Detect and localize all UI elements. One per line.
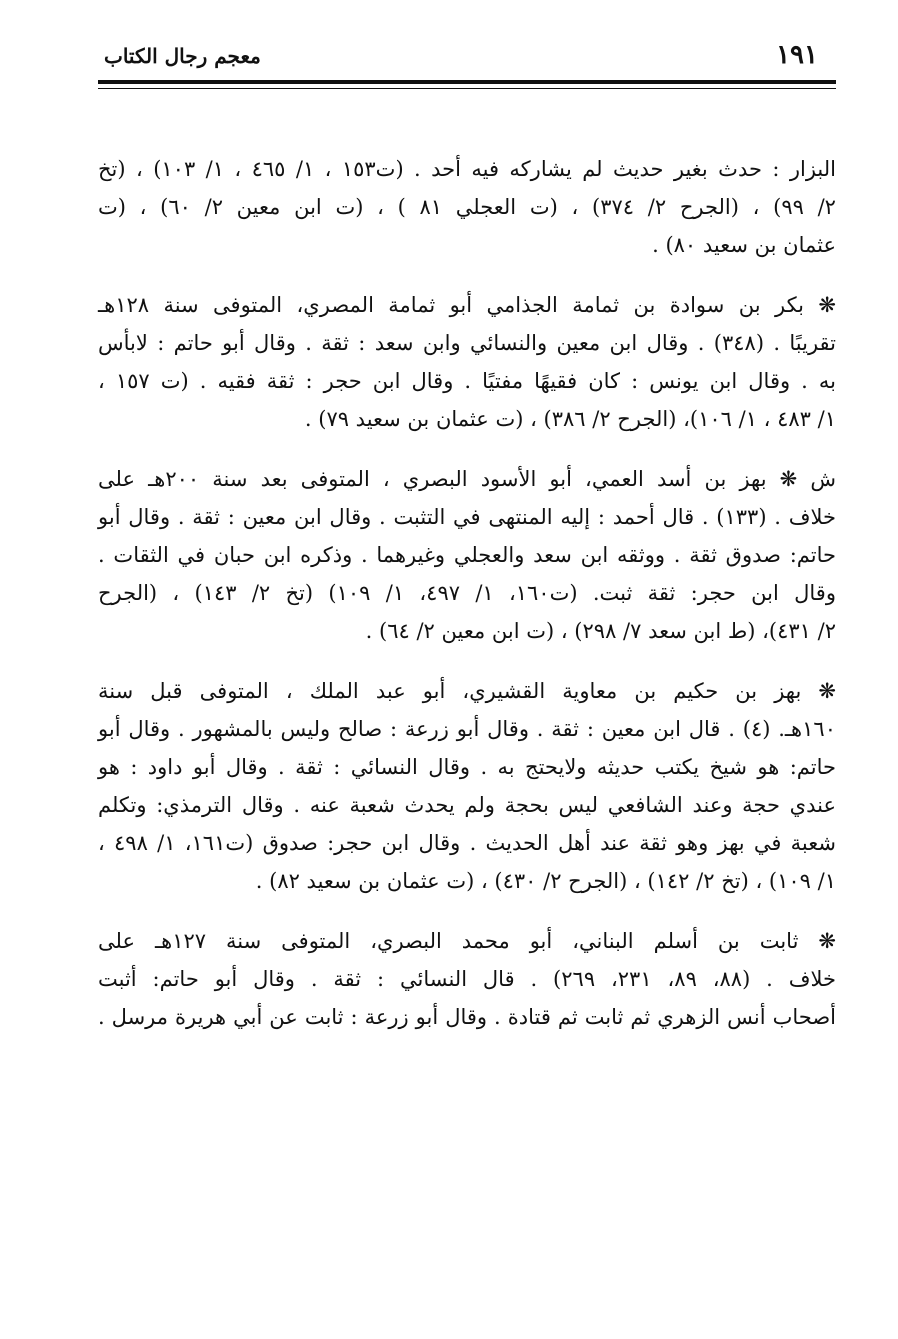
text-line: البزار : حدث بغير حديث لم يشاركه فيه أحد . (ت١٥٣ ، ١/ ٤٦٥ ، ١/ ١٠٣) ، (تخ — [98, 157, 836, 181]
text-line: حاتم: هو شيخ يكتب حديثه ولايحتج به . وقال النسائي : ثقة . وقال أبو داود : هو — [98, 755, 836, 779]
text-line: ❋ ثابت بن أسلم البناني، أبو محمد البصري، المتوفى سنة ١٢٧هـ على — [98, 929, 836, 953]
text-line: عندي حجة وعند الشافعي ليس بحجة ولم يحدث شعبة عنه . وقال الترمذي: وتكلم — [98, 793, 836, 817]
text-line: ٢/ ٤٣١)، (ط ابن سعد ٧/ ٢٩٨) ، (ت ابن معين ٢/ ٦٤) . — [365, 619, 836, 643]
text-line: أصحاب أنس الزهري ثم ثابت ثم قتادة . وقال أبو زرعة : ثابت عن أبي هريرة مرسل . — [98, 1005, 836, 1029]
entry-bahz-ibn-hakim — [98, 672, 836, 900]
text-line: وقال ابن حجر: ثقة ثبت. (ت١٦٠، ١/ ٤٩٧، ١/ ١٠٩) (تخ ٢/ ١٤٣) ، (الجرح — [98, 581, 836, 605]
entry-bahz-ibn-asad — [98, 460, 836, 650]
text-line: ١/ ١٠٩) ، (تخ ٢/ ١٤٢) ، (الجرح ٢/ ٤٣٠) ، (ت عثمان بن سعيد ٨٢) . — [255, 869, 836, 893]
header-rule-thick — [98, 80, 836, 84]
text-line: خلاف . (١٣٣) . قال أحمد : إليه المنتهى في التثبت . وقال ابن معين : ثقة . وقال أبو — [98, 505, 836, 529]
text-line: تقريبًا . (٣٤٨) . وقال ابن معين والنسائي وابن سعد : ثقة . وقال أبو حاتم : لابأس — [98, 331, 837, 355]
text-line: ١٦٠هـ. (٤) . قال ابن معين : ثقة . وقال أبو زرعة : صالح وليس بالمشهور . وقال أبو — [98, 717, 836, 741]
text-line: ١/ ٤٨٣ ، ١/ ١٠٦)، (الجرح ٢/ ٣٨٦) ، (ت عثمان بن سعيد ٧٩) . — [304, 407, 836, 431]
text-line: ❋ بهز بن حكيم بن معاوية القشيري، أبو عبد الملك ، المتوفى قبل سنة — [98, 679, 836, 703]
text-line: حاتم: صدوق ثقة . ووثقه ابن سعد والعجلي وغيرهما . وذكره ابن حبان في الثقات . — [98, 543, 836, 567]
page-header — [98, 40, 836, 70]
entry-bakr-ibn-sawada — [98, 286, 836, 438]
running-title: معجم رجال الكتاب — [104, 44, 261, 68]
page-body — [98, 150, 836, 1058]
text-line: ❋ بكر بن سوادة بن ثمامة الجذامي أبو ثمامة المصري، المتوفى سنة ١٢٨هـ — [98, 293, 836, 317]
entry-thabit-ibn-aslam — [98, 922, 836, 1036]
text-line: عثمان بن سعيد ٨٠) . — [652, 233, 836, 257]
header-rule-thin — [98, 88, 836, 89]
text-line: ش ❋ بهز بن أسد العمي، أبو الأسود البصري ، المتوفى بعد سنة ٢٠٠هـ على — [98, 467, 836, 491]
page-number: ١٩١ — [776, 40, 818, 70]
text-line: ٢/ ٩٩) ، (الجرح ٢/ ٣٧٤) ، (ت العجلي ٨١ ) ، (ت ابن معين ٢/ ٦٠) ، (ت — [98, 195, 836, 219]
text-line: خلاف . (٨٨، ٨٩، ٢٣١، ٢٦٩) . قال النسائي : ثقة . وقال أبو حاتم: أثبت — [98, 967, 837, 991]
entry-continuation-bazzar — [98, 150, 836, 264]
text-line: به . وقال ابن يونس : كان فقيهًا مفتيًا . وقال ابن حجر : ثقة فقيه . (ت ١٥٧ ، — [98, 369, 836, 393]
text-line: شعبة في بهز وهو ثقة عند أهل الحديث . وقال ابن حجر: صدوق (ت١٦١، ١/ ٤٩٨ ، — [98, 831, 836, 855]
